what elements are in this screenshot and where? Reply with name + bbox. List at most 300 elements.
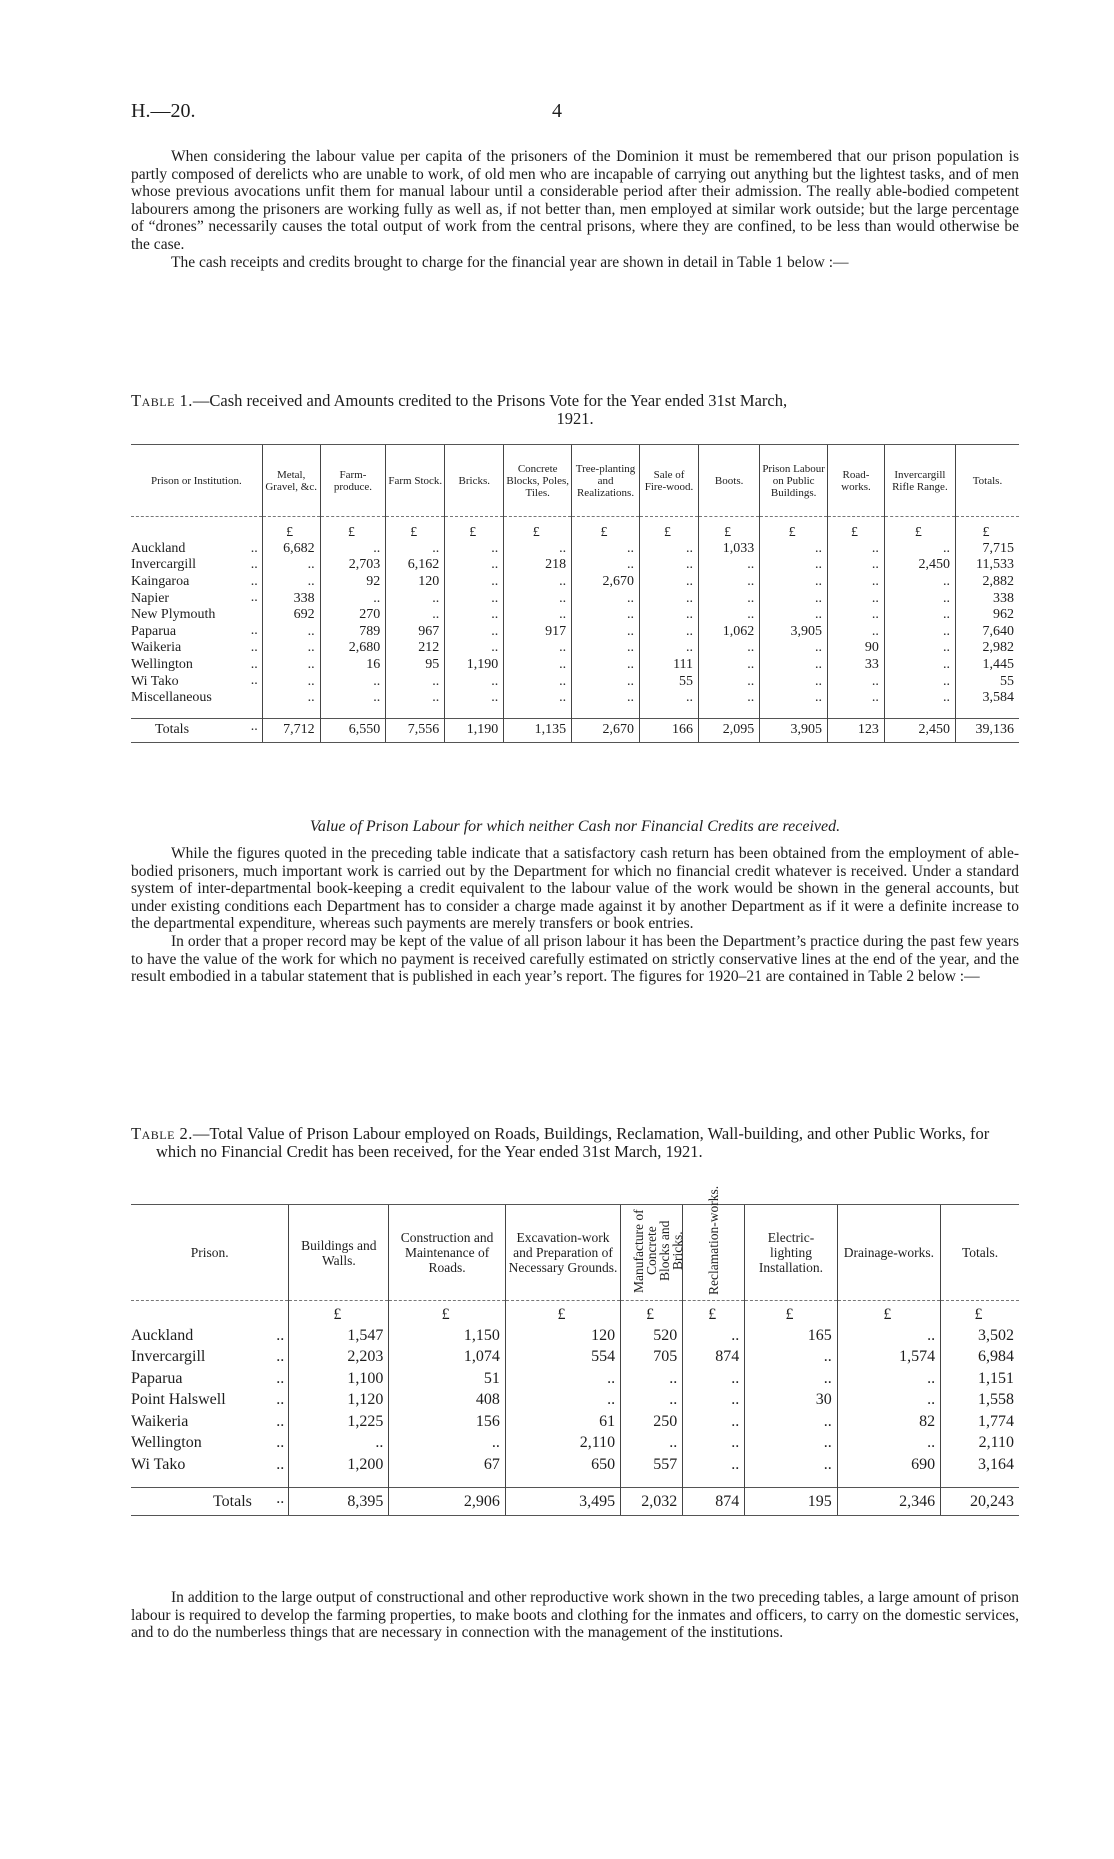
row-label bbox=[131, 1325, 289, 1347]
currency-symbol: £ bbox=[445, 517, 504, 541]
cell: .. bbox=[683, 1411, 745, 1433]
cell: .. bbox=[504, 607, 572, 624]
prison-name: Wi Tako bbox=[131, 1455, 186, 1473]
cell: .. bbox=[760, 574, 828, 591]
totals-text: Totals bbox=[155, 722, 190, 738]
body-paragraph: In order that a proper record may be kept of the value of all prison labour it has been the Department’s practice during the past few years to have the value of the work for which no payment is received carefully estimated on strictly conservative lines at the end of the year, and the result embodied in a tabular statement that is published in each year’s report. The figures for 1920–21 are contained in Table 2 below :— bbox=[131, 932, 1019, 986]
cell: .. bbox=[884, 607, 955, 624]
cell-total: 338 bbox=[955, 590, 1019, 607]
row-label bbox=[131, 557, 262, 574]
cell: 2,670 bbox=[572, 574, 640, 591]
cell: .. bbox=[289, 1432, 389, 1454]
cell: .. bbox=[386, 673, 445, 690]
cell: .. bbox=[828, 574, 885, 591]
currency-symbol: £ bbox=[386, 517, 445, 541]
table1-cash-received bbox=[131, 444, 1019, 743]
leader-dots: .. bbox=[250, 718, 258, 734]
vertical-header-text: Manufacture of Concrete Blocks and Bricks. bbox=[630, 1209, 685, 1293]
cell: 554 bbox=[505, 1346, 620, 1368]
table2-caption-text: —Total Value of Prison Labour employed on Roads, Buildings, Reclamation, Wall-building, and other Public Works, for which no Financial Credit has been received, for the Year ended 31st March, 1921. bbox=[156, 1124, 990, 1162]
cell: 520 bbox=[621, 1325, 683, 1347]
table2-header-row bbox=[131, 1205, 1019, 1301]
table2-col-header: Excavation-work and Preparation of Necessary Grounds. bbox=[505, 1205, 620, 1301]
institution-name: Auckland bbox=[131, 540, 186, 556]
leader-dots: .. bbox=[276, 1434, 285, 1451]
table2-col-header: Buildings and Walls. bbox=[289, 1205, 389, 1301]
cell: .. bbox=[683, 1432, 745, 1454]
cell: .. bbox=[572, 557, 640, 574]
leader-dots: .. bbox=[276, 1348, 285, 1365]
cell: 156 bbox=[389, 1411, 505, 1433]
cell-total: 1,151 bbox=[941, 1368, 1019, 1390]
total-cell: 7,712 bbox=[262, 718, 320, 742]
leader-dots: .. bbox=[276, 1412, 285, 1430]
cell: .. bbox=[262, 574, 320, 591]
leader-dots: .. bbox=[250, 673, 258, 689]
cell-total: 55 bbox=[955, 673, 1019, 690]
row-label bbox=[131, 574, 262, 591]
cell: 1,190 bbox=[445, 657, 504, 674]
cell: .. bbox=[621, 1432, 683, 1454]
row-label bbox=[131, 1346, 289, 1368]
cell-total: 962 bbox=[955, 607, 1019, 624]
cell: .. bbox=[386, 607, 445, 624]
institution-name: Napier bbox=[131, 590, 170, 606]
cell: .. bbox=[683, 1325, 745, 1347]
cell: 1,120 bbox=[289, 1389, 389, 1411]
table1-col-header: Farm-produce. bbox=[320, 445, 386, 517]
cell: .. bbox=[262, 690, 320, 707]
table2-col-header: Construction and Maintenance of Roads. bbox=[389, 1205, 505, 1301]
currency-symbol: £ bbox=[828, 517, 885, 541]
vertical-header-text: Reclamation-works. bbox=[706, 1185, 722, 1295]
table-row bbox=[131, 1454, 1019, 1476]
total-cell: 2,346 bbox=[837, 1487, 940, 1515]
cell: .. bbox=[445, 640, 504, 657]
prison-name: Waikeria bbox=[131, 1412, 189, 1430]
leader-dots: .. bbox=[250, 640, 258, 656]
leader-dots: .. bbox=[276, 1489, 285, 1507]
leader-dots: .. bbox=[250, 540, 258, 556]
cell: 967 bbox=[386, 623, 445, 640]
table1-col-header: Concrete Blocks, Poles, Tiles. bbox=[504, 445, 572, 517]
cell: .. bbox=[745, 1368, 838, 1390]
cell: 51 bbox=[389, 1368, 505, 1390]
cell: .. bbox=[386, 590, 445, 607]
cell: .. bbox=[445, 590, 504, 607]
table-row bbox=[131, 1368, 1019, 1390]
row-label bbox=[131, 1368, 289, 1390]
cell: .. bbox=[386, 690, 445, 707]
cell: .. bbox=[828, 541, 885, 558]
cell: 338 bbox=[262, 590, 320, 607]
table-row bbox=[131, 557, 1019, 574]
cell: .. bbox=[504, 574, 572, 591]
total-cell: 7,556 bbox=[386, 718, 445, 742]
cell: .. bbox=[320, 673, 386, 690]
cell: 917 bbox=[504, 623, 572, 640]
cell: 1,100 bbox=[289, 1368, 389, 1390]
table1-col-header: Tree-planting and Realizations. bbox=[572, 445, 640, 517]
total-cell: 195 bbox=[745, 1487, 838, 1515]
currency-symbol: £ bbox=[955, 517, 1019, 541]
institution-name: Waikeria bbox=[131, 640, 182, 656]
cell: .. bbox=[505, 1368, 620, 1390]
table-row bbox=[131, 607, 1019, 624]
cell: .. bbox=[504, 657, 572, 674]
currency-symbol: £ bbox=[320, 517, 386, 541]
table2-labour-value bbox=[131, 1185, 1019, 1516]
intro-text bbox=[131, 148, 1019, 271]
cell: .. bbox=[828, 623, 885, 640]
currency-symbol: £ bbox=[745, 1301, 838, 1325]
total-cell: 123 bbox=[828, 718, 885, 742]
cell: 3,905 bbox=[760, 623, 828, 640]
cell: .. bbox=[828, 557, 885, 574]
cell: .. bbox=[445, 690, 504, 707]
cell: .. bbox=[745, 1346, 838, 1368]
total-cell: 1,190 bbox=[445, 718, 504, 742]
cell: .. bbox=[837, 1389, 940, 1411]
totals-text: Totals bbox=[213, 1492, 252, 1510]
total-cell: 3,495 bbox=[505, 1487, 620, 1515]
leader-dots: .. bbox=[250, 573, 258, 589]
page-number: 4 bbox=[552, 100, 562, 122]
cell: .. bbox=[572, 673, 640, 690]
cell: 557 bbox=[621, 1454, 683, 1476]
institution-name: Wi Tako bbox=[131, 673, 179, 689]
cell: .. bbox=[884, 690, 955, 707]
currency-symbol: £ bbox=[262, 517, 320, 541]
currency-symbol: £ bbox=[699, 517, 760, 541]
table-row bbox=[131, 657, 1019, 674]
cell: 67 bbox=[389, 1454, 505, 1476]
leader-dots: .. bbox=[250, 623, 258, 639]
cell: .. bbox=[640, 607, 699, 624]
cell: 55 bbox=[640, 673, 699, 690]
cell: .. bbox=[445, 574, 504, 591]
cell: .. bbox=[504, 640, 572, 657]
table-row bbox=[131, 640, 1019, 657]
institution-name: Invercargill bbox=[131, 557, 197, 573]
table1-col-header: Road-works. bbox=[828, 445, 885, 517]
total-cell: 2,032 bbox=[621, 1487, 683, 1515]
cell: .. bbox=[262, 623, 320, 640]
cell: .. bbox=[445, 557, 504, 574]
leader-dots: .. bbox=[250, 557, 258, 573]
table2-col-header: Drainage-works. bbox=[837, 1205, 940, 1301]
currency-symbol: £ bbox=[621, 1301, 683, 1325]
cell: .. bbox=[621, 1389, 683, 1411]
institution-name: Kaingaroa bbox=[131, 573, 190, 589]
cell: .. bbox=[572, 607, 640, 624]
cell: .. bbox=[683, 1454, 745, 1476]
currency-symbol: £ bbox=[760, 517, 828, 541]
cell-total: 3,164 bbox=[941, 1454, 1019, 1476]
cell-total: 2,110 bbox=[941, 1432, 1019, 1454]
currency-symbol: £ bbox=[683, 1301, 745, 1325]
total-cell: 8,395 bbox=[289, 1487, 389, 1515]
cell: .. bbox=[760, 690, 828, 707]
cell: .. bbox=[884, 640, 955, 657]
row-label bbox=[131, 1454, 289, 1476]
cell: 1,033 bbox=[699, 541, 760, 558]
table1-col-header: Sale of Fire-wood. bbox=[640, 445, 699, 517]
cell: 165 bbox=[745, 1325, 838, 1347]
cell: 120 bbox=[386, 574, 445, 591]
cell: .. bbox=[445, 607, 504, 624]
cell-total: 3,502 bbox=[941, 1325, 1019, 1347]
cell: 690 bbox=[837, 1454, 940, 1476]
total-cell: 2,450 bbox=[884, 718, 955, 742]
cell: 218 bbox=[504, 557, 572, 574]
cell: .. bbox=[884, 574, 955, 591]
cell: .. bbox=[572, 657, 640, 674]
cell: .. bbox=[683, 1389, 745, 1411]
cell: .. bbox=[320, 590, 386, 607]
cell: .. bbox=[262, 557, 320, 574]
cell: 90 bbox=[828, 640, 885, 657]
total-cell: 874 bbox=[683, 1487, 745, 1515]
row-label bbox=[131, 1389, 289, 1411]
cell: 33 bbox=[828, 657, 885, 674]
currency-symbol: £ bbox=[389, 1301, 505, 1325]
cell: .. bbox=[445, 541, 504, 558]
cell: 2,680 bbox=[320, 640, 386, 657]
cell: .. bbox=[572, 640, 640, 657]
table-row bbox=[131, 1432, 1019, 1454]
cell: .. bbox=[505, 1389, 620, 1411]
leader-dots: .. bbox=[250, 656, 258, 672]
cell: .. bbox=[828, 607, 885, 624]
cell: 2,703 bbox=[320, 557, 386, 574]
cell: .. bbox=[699, 673, 760, 690]
cell: 120 bbox=[505, 1325, 620, 1347]
table1-currency-row bbox=[131, 517, 1019, 541]
table1-header-row bbox=[131, 445, 1019, 517]
cell: .. bbox=[504, 673, 572, 690]
cell: .. bbox=[828, 673, 885, 690]
cell: 250 bbox=[621, 1411, 683, 1433]
cell: 1,574 bbox=[837, 1346, 940, 1368]
table1-col-header: Totals. bbox=[955, 445, 1019, 517]
closing-paragraph: In addition to the large output of constructional and other reproductive work shown in the two preceding tables, a large amount of prison labour is required to develop the farming properties, to make boots and clothing for the inmates and officers, to carry on the domestic services, and to do the numberless things that are necessary in connection with the management of the institutions. bbox=[131, 1589, 1019, 1642]
row-label bbox=[131, 623, 262, 640]
cell: 1,150 bbox=[389, 1325, 505, 1347]
cell: 16 bbox=[320, 657, 386, 674]
body-text bbox=[131, 845, 1019, 986]
cell: .. bbox=[760, 541, 828, 558]
cell: .. bbox=[699, 607, 760, 624]
cell: .. bbox=[745, 1454, 838, 1476]
table1-totals-row bbox=[131, 718, 1019, 742]
cell: 2,110 bbox=[505, 1432, 620, 1454]
table2-col-header-vertical bbox=[621, 1205, 683, 1301]
table2-totals-row bbox=[131, 1487, 1019, 1515]
cell: 6,162 bbox=[386, 557, 445, 574]
row-label bbox=[131, 590, 262, 607]
cell: .. bbox=[884, 541, 955, 558]
closing-text bbox=[131, 1589, 1019, 1642]
cell: .. bbox=[320, 541, 386, 558]
cell: .. bbox=[884, 657, 955, 674]
cell-total: 11,533 bbox=[955, 557, 1019, 574]
cell: .. bbox=[699, 557, 760, 574]
total-cell: 2,095 bbox=[699, 718, 760, 742]
cell-total: 3,584 bbox=[955, 690, 1019, 707]
cell-total: 2,882 bbox=[955, 574, 1019, 591]
cell: 2,450 bbox=[884, 557, 955, 574]
table-row bbox=[131, 1325, 1019, 1347]
row-label bbox=[131, 690, 262, 707]
cell: .. bbox=[760, 607, 828, 624]
table2-col-header: Totals. bbox=[941, 1205, 1019, 1301]
currency-symbol: £ bbox=[884, 517, 955, 541]
cell: .. bbox=[640, 590, 699, 607]
row-label bbox=[131, 607, 262, 624]
cell: .. bbox=[572, 623, 640, 640]
prison-name: Paparua bbox=[131, 1369, 183, 1387]
institution-name: Wellington bbox=[131, 656, 193, 672]
leader-dots: .. bbox=[276, 1391, 285, 1408]
leader-dots: .. bbox=[276, 1369, 285, 1387]
institution-name: Miscellaneous bbox=[131, 690, 212, 706]
total-cell: 166 bbox=[640, 718, 699, 742]
cell: 1,074 bbox=[389, 1346, 505, 1368]
table2-col-header-vertical bbox=[683, 1185, 745, 1301]
page-header bbox=[131, 100, 983, 126]
cell: .. bbox=[837, 1325, 940, 1347]
cell: .. bbox=[640, 574, 699, 591]
cell: 95 bbox=[386, 657, 445, 674]
table1-caption bbox=[131, 392, 1019, 428]
cell: .. bbox=[745, 1432, 838, 1454]
grand-total: 39,136 bbox=[955, 718, 1019, 742]
cell: 1,062 bbox=[699, 623, 760, 640]
table2-col-header: Electric-lighting Installation. bbox=[745, 1205, 838, 1301]
grand-total: 20,243 bbox=[941, 1487, 1019, 1515]
table-row bbox=[131, 590, 1019, 607]
cell: .. bbox=[504, 590, 572, 607]
cell: .. bbox=[837, 1432, 940, 1454]
cell: 650 bbox=[505, 1454, 620, 1476]
cell: .. bbox=[386, 541, 445, 558]
currency-symbol: £ bbox=[505, 1301, 620, 1325]
currency-symbol: £ bbox=[572, 517, 640, 541]
cell: 1,547 bbox=[289, 1325, 389, 1347]
cell: .. bbox=[828, 590, 885, 607]
cell: .. bbox=[389, 1432, 505, 1454]
total-cell: 2,670 bbox=[572, 718, 640, 742]
total-cell: 3,905 bbox=[760, 718, 828, 742]
cell: .. bbox=[640, 640, 699, 657]
table2-caption-label: Table 2. bbox=[131, 1124, 193, 1143]
table1-caption-label: Table 1. bbox=[131, 391, 193, 410]
cell: 705 bbox=[621, 1346, 683, 1368]
leader-dots: .. bbox=[250, 590, 258, 606]
cell: .. bbox=[760, 590, 828, 607]
table1-col-header: Prison or Institution. bbox=[131, 445, 262, 517]
cell: .. bbox=[884, 590, 955, 607]
table1-caption-line1: —Cash received and Amounts credited to the Prisons Vote for the Year ended 31st March, bbox=[192, 391, 788, 410]
table-row bbox=[131, 1389, 1019, 1411]
cell: .. bbox=[760, 557, 828, 574]
table1-col-header: Farm Stock. bbox=[386, 445, 445, 517]
cell: .. bbox=[699, 640, 760, 657]
cell: .. bbox=[837, 1368, 940, 1390]
row-label bbox=[131, 657, 262, 674]
cell: .. bbox=[745, 1411, 838, 1433]
cell: .. bbox=[640, 541, 699, 558]
total-cell: 2,906 bbox=[389, 1487, 505, 1515]
cell: 1,225 bbox=[289, 1411, 389, 1433]
cell: 212 bbox=[386, 640, 445, 657]
cell-total: 1,445 bbox=[955, 657, 1019, 674]
cell: .. bbox=[621, 1368, 683, 1390]
row-label bbox=[131, 1432, 289, 1454]
cell-total: 1,774 bbox=[941, 1411, 1019, 1433]
currency-symbol: £ bbox=[941, 1301, 1019, 1325]
table-row bbox=[131, 673, 1019, 690]
table1-caption-line2: 1921. bbox=[556, 409, 594, 428]
cell-total: 7,715 bbox=[955, 541, 1019, 558]
cell: .. bbox=[504, 541, 572, 558]
row-label bbox=[131, 673, 262, 690]
intro-paragraph: The cash receipts and credits brought to charge for the financial year are shown in detail in Table 1 below :— bbox=[171, 253, 849, 271]
cell: .. bbox=[760, 640, 828, 657]
table-row bbox=[131, 541, 1019, 558]
cell: .. bbox=[760, 657, 828, 674]
totals-label bbox=[131, 718, 262, 742]
prison-name: Invercargill bbox=[131, 1348, 206, 1366]
cell: .. bbox=[699, 690, 760, 707]
cell: .. bbox=[683, 1368, 745, 1390]
cell: .. bbox=[572, 590, 640, 607]
table2-currency-row bbox=[131, 1301, 1019, 1325]
cell: 61 bbox=[505, 1411, 620, 1433]
body-paragraph: While the figures quoted in the preceding table indicate that a satisfactory cash return has been obtained from the employment of able-bodied prisoners, much important work is carried out by the Department for which no financial credit whatever is received. Under a standard system of inter-departmental book-keeping a credit equivalent to the labour value of the work would be shown in the general accounts, but under existing conditions each Department has to consider a charge made against it by another Department as if it were a definite increase to the departmental expenditure, whereas such payments are merely transfers or book entries. bbox=[131, 845, 1019, 933]
row-label bbox=[131, 541, 262, 558]
cell-total: 2,982 bbox=[955, 640, 1019, 657]
cell: .. bbox=[760, 673, 828, 690]
prison-name: Wellington bbox=[131, 1434, 202, 1452]
institution-name: Paparua bbox=[131, 623, 177, 639]
cell: .. bbox=[699, 657, 760, 674]
cell: 692 bbox=[262, 607, 320, 624]
cell: 874 bbox=[683, 1346, 745, 1368]
cell: .. bbox=[884, 673, 955, 690]
table1-col-header: Metal, Gravel, &c. bbox=[262, 445, 320, 517]
table1-col-header: Invercargill Rifle Range. bbox=[884, 445, 955, 517]
table1-col-header: Bricks. bbox=[445, 445, 504, 517]
table1-col-header: Prison Labour on Public Buildings. bbox=[760, 445, 828, 517]
table2-caption bbox=[131, 1125, 1019, 1162]
cell: 408 bbox=[389, 1389, 505, 1411]
cell: 789 bbox=[320, 623, 386, 640]
section-heading: Value of Prison Labour for which neither Cash nor Financial Credits are received. bbox=[309, 818, 841, 835]
report-reference: H.—20. bbox=[131, 100, 196, 122]
total-cell: 1,135 bbox=[504, 718, 572, 742]
currency-symbol: £ bbox=[837, 1301, 940, 1325]
cell: .. bbox=[640, 623, 699, 640]
cell: 30 bbox=[745, 1389, 838, 1411]
prison-name: Auckland bbox=[131, 1326, 194, 1344]
table1-col-header: Boots. bbox=[699, 445, 760, 517]
leader-dots: .. bbox=[276, 1326, 285, 1344]
cell: .. bbox=[572, 690, 640, 707]
cell: 82 bbox=[837, 1411, 940, 1433]
cell: .. bbox=[884, 623, 955, 640]
